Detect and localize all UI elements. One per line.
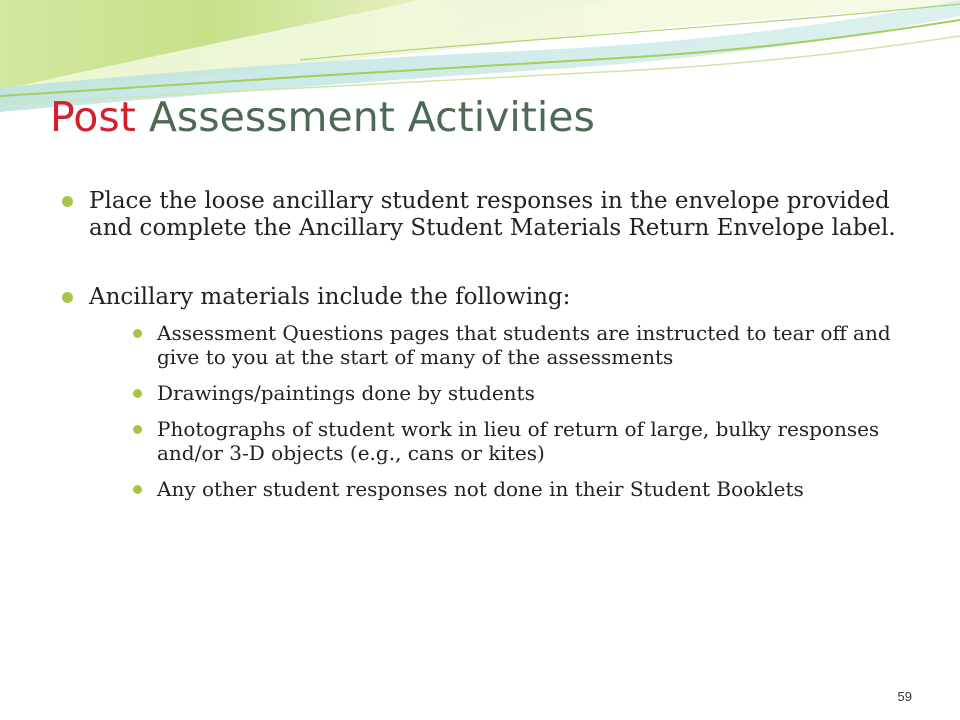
sub-bullet-list xyxy=(89,321,920,501)
slide-title-accent: Post xyxy=(50,93,136,141)
slide-title xyxy=(50,94,595,141)
bullet-dot-icon xyxy=(62,196,73,207)
sub-bullet-text: Photographs of student work in lieu of return of large, bulky responses and/or 3-D objects (e.g., cans or kites) xyxy=(157,417,880,465)
page-number: 59 xyxy=(897,689,912,704)
sub-bullet-dot-icon xyxy=(133,425,142,434)
slide-title-rest: Assessment Activities xyxy=(135,93,595,141)
sub-bullet-dot-icon xyxy=(133,485,142,494)
sub-bullet-text: Any other student responses not done in their Student Booklets xyxy=(157,477,804,501)
bullet-list xyxy=(60,188,920,501)
sub-bullet-text: Drawings/paintings done by students xyxy=(157,381,535,405)
sub-bullet-dot-icon xyxy=(133,389,142,398)
bullet-item xyxy=(60,188,920,242)
sub-bullet-item xyxy=(89,381,920,405)
sub-bullet-dot-icon xyxy=(133,329,142,338)
sub-bullet-item xyxy=(89,477,920,501)
bullet-item xyxy=(60,284,920,501)
bullet-dot-icon xyxy=(62,292,73,303)
sub-bullet-item xyxy=(89,321,920,369)
sub-bullet-item xyxy=(89,417,920,465)
slide-content xyxy=(60,188,920,501)
bullet-text: Ancillary materials include the following: xyxy=(89,284,571,310)
sub-bullet-text: Assessment Questions pages that students are instructed to tear off and give to you at the start of many of the assessments xyxy=(157,321,891,369)
bullet-text: Place the loose ancillary student responses in the envelope provided and complete the Ancillary Student Materials Return Envelope label. xyxy=(89,188,896,241)
